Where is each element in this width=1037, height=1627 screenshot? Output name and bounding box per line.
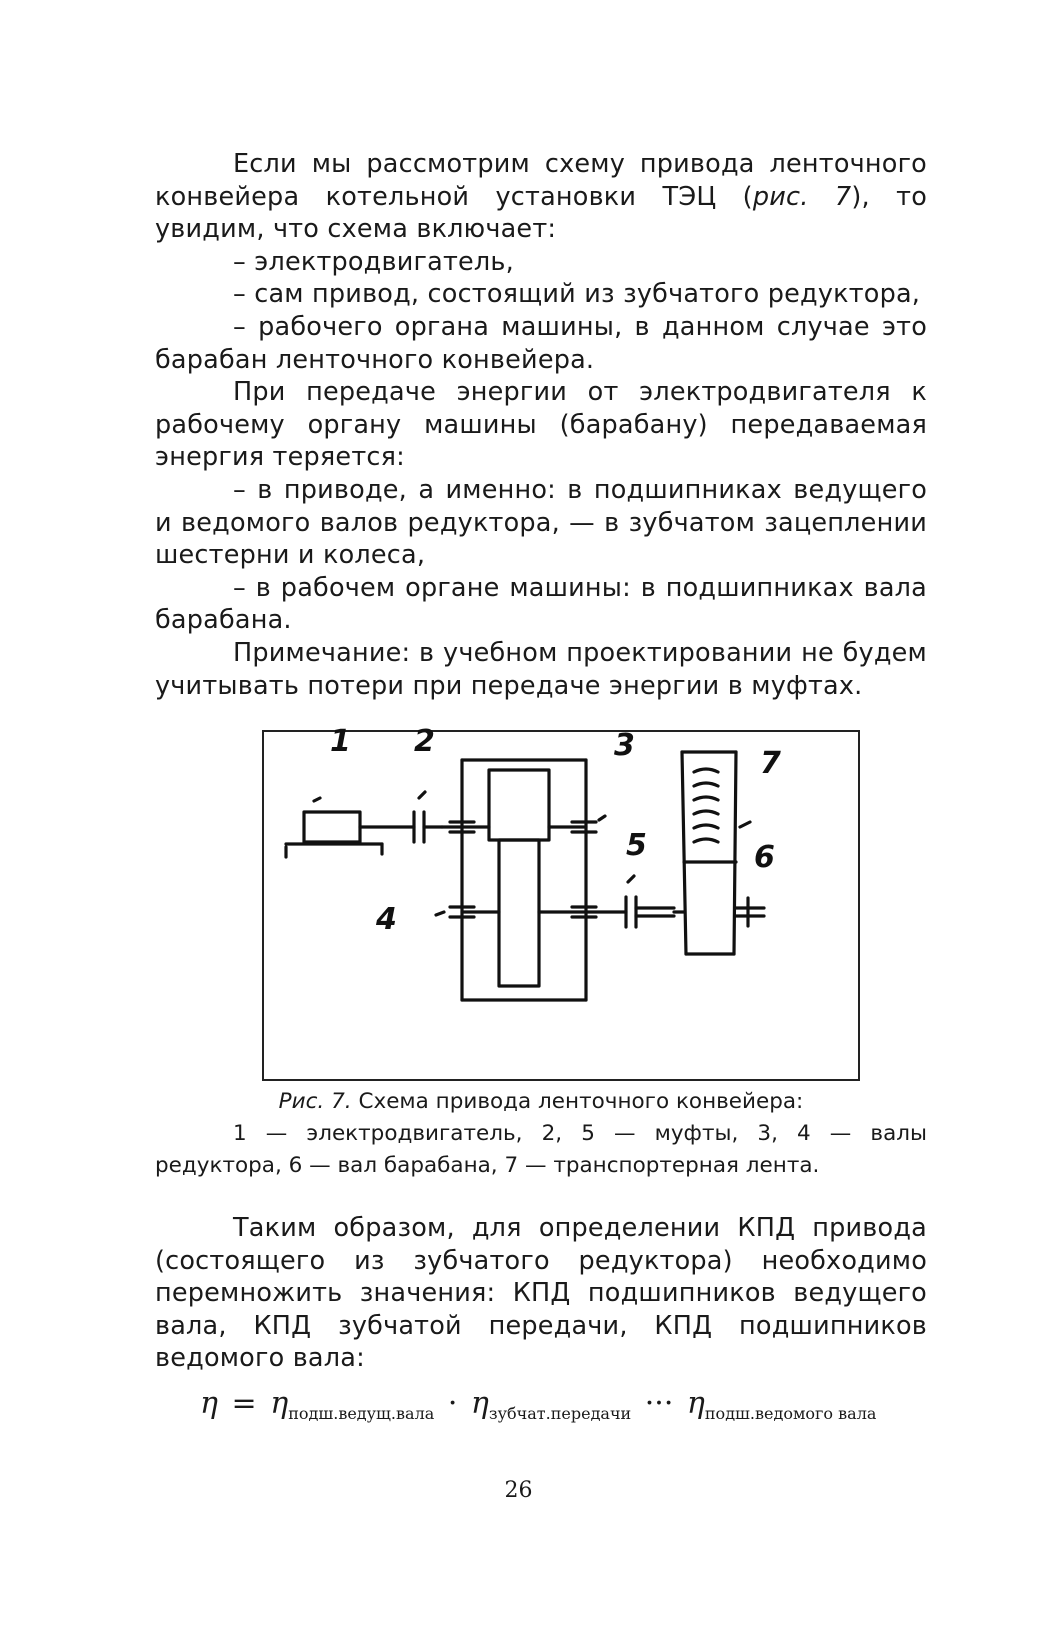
equals-sign: = bbox=[231, 1386, 257, 1421]
page-number: 26 bbox=[504, 1478, 533, 1503]
eta-symbol: η bbox=[686, 1386, 705, 1421]
figure-caption bbox=[155, 1086, 927, 1182]
eta-symbol: η bbox=[270, 1386, 289, 1421]
intro-text: Если мы рассмотрим схему привода ленточного конвейера котельной установки ТЭЦ ( bbox=[155, 149, 927, 212]
list-item: – сам привод, состоящий из зубчатого редуктора, bbox=[233, 279, 921, 310]
main-text bbox=[155, 148, 927, 702]
note-paragraph: Примечание: в учебном проектировании не будем учитывать потери при передаче энергии в муфтах. bbox=[155, 637, 927, 701]
conveyor-drive-diagram bbox=[264, 732, 858, 1079]
caption-body: 1 — электродвигатель, 2, 5 — муфты, 3, 4 — валы редуктора, 6 — вал барабана, 7 — транспортерная лента. bbox=[155, 1121, 927, 1178]
caption-reference: Рис. 7. bbox=[278, 1089, 352, 1114]
figure-label-3: 3 bbox=[614, 728, 635, 763]
pinion-shape bbox=[489, 770, 549, 840]
figure-label-1: 1 bbox=[330, 724, 351, 759]
intro-paragraph bbox=[155, 148, 927, 246]
eta-symbol: η bbox=[200, 1386, 218, 1421]
ellipsis: ··· bbox=[644, 1386, 674, 1421]
subscript-2: зубчат.передачи bbox=[488, 1404, 632, 1423]
conclusion-paragraph: Таким образом, для определении КПД привода (состоящего из зубчатого редуктора) необходимо перемножить значения: КПД подшипников ведущего вала, КПД зубчатой передачи, КПД подшипников ведомого вала: bbox=[155, 1213, 927, 1374]
efficiency-formula bbox=[200, 1386, 900, 1426]
figure-label-6: 6 bbox=[754, 840, 775, 875]
energy-paragraph: При передаче энергии от электродвигателя к рабочему органу машины (барабану) передаваемая энергия теряется: bbox=[155, 377, 927, 473]
figure-label-7: 7 bbox=[760, 746, 781, 781]
list-item: – в рабочем органе машины: в подшипниках вала барабана. bbox=[155, 572, 927, 636]
conclusion-block bbox=[155, 1212, 927, 1375]
list-item: – рабочего органа машины, в данном случае это барабан ленточного конвейера. bbox=[155, 311, 927, 375]
coupling-2-shape bbox=[360, 792, 442, 842]
list-item: – в приводе, а именно: в подшипниках ведущего и ведомого валов редуктора, — в зубчатом зацеплении шестерни и колеса, bbox=[155, 474, 927, 571]
figure-label-4: 4 bbox=[376, 902, 397, 937]
figure-label-5: 5 bbox=[626, 828, 647, 863]
figure-frame bbox=[262, 724, 860, 1081]
caption-title-line bbox=[155, 1086, 927, 1118]
input-shaft-shape bbox=[442, 816, 605, 832]
output-shaft-shape bbox=[436, 907, 626, 917]
coupling-5-shape bbox=[626, 876, 674, 927]
intro-text-end: ), то увидим, что схема включает: bbox=[155, 181, 928, 245]
subscript-1: подш.ведущ.вала bbox=[288, 1404, 435, 1423]
eta-symbol: η bbox=[470, 1386, 489, 1421]
subscript-3: подш.ведомого вала bbox=[704, 1404, 877, 1423]
gear-wheel-shape bbox=[499, 840, 539, 986]
gearbox-housing bbox=[462, 760, 586, 1000]
list-item: – электродвигатель, bbox=[233, 246, 514, 277]
drum-shape bbox=[674, 752, 764, 954]
caption-title: Схема привода ленточного конвейера: bbox=[358, 1089, 804, 1114]
multiply-dot: · bbox=[447, 1386, 458, 1421]
figure-reference: рис. 7 bbox=[752, 181, 852, 212]
figure-label-2: 2 bbox=[414, 724, 435, 759]
